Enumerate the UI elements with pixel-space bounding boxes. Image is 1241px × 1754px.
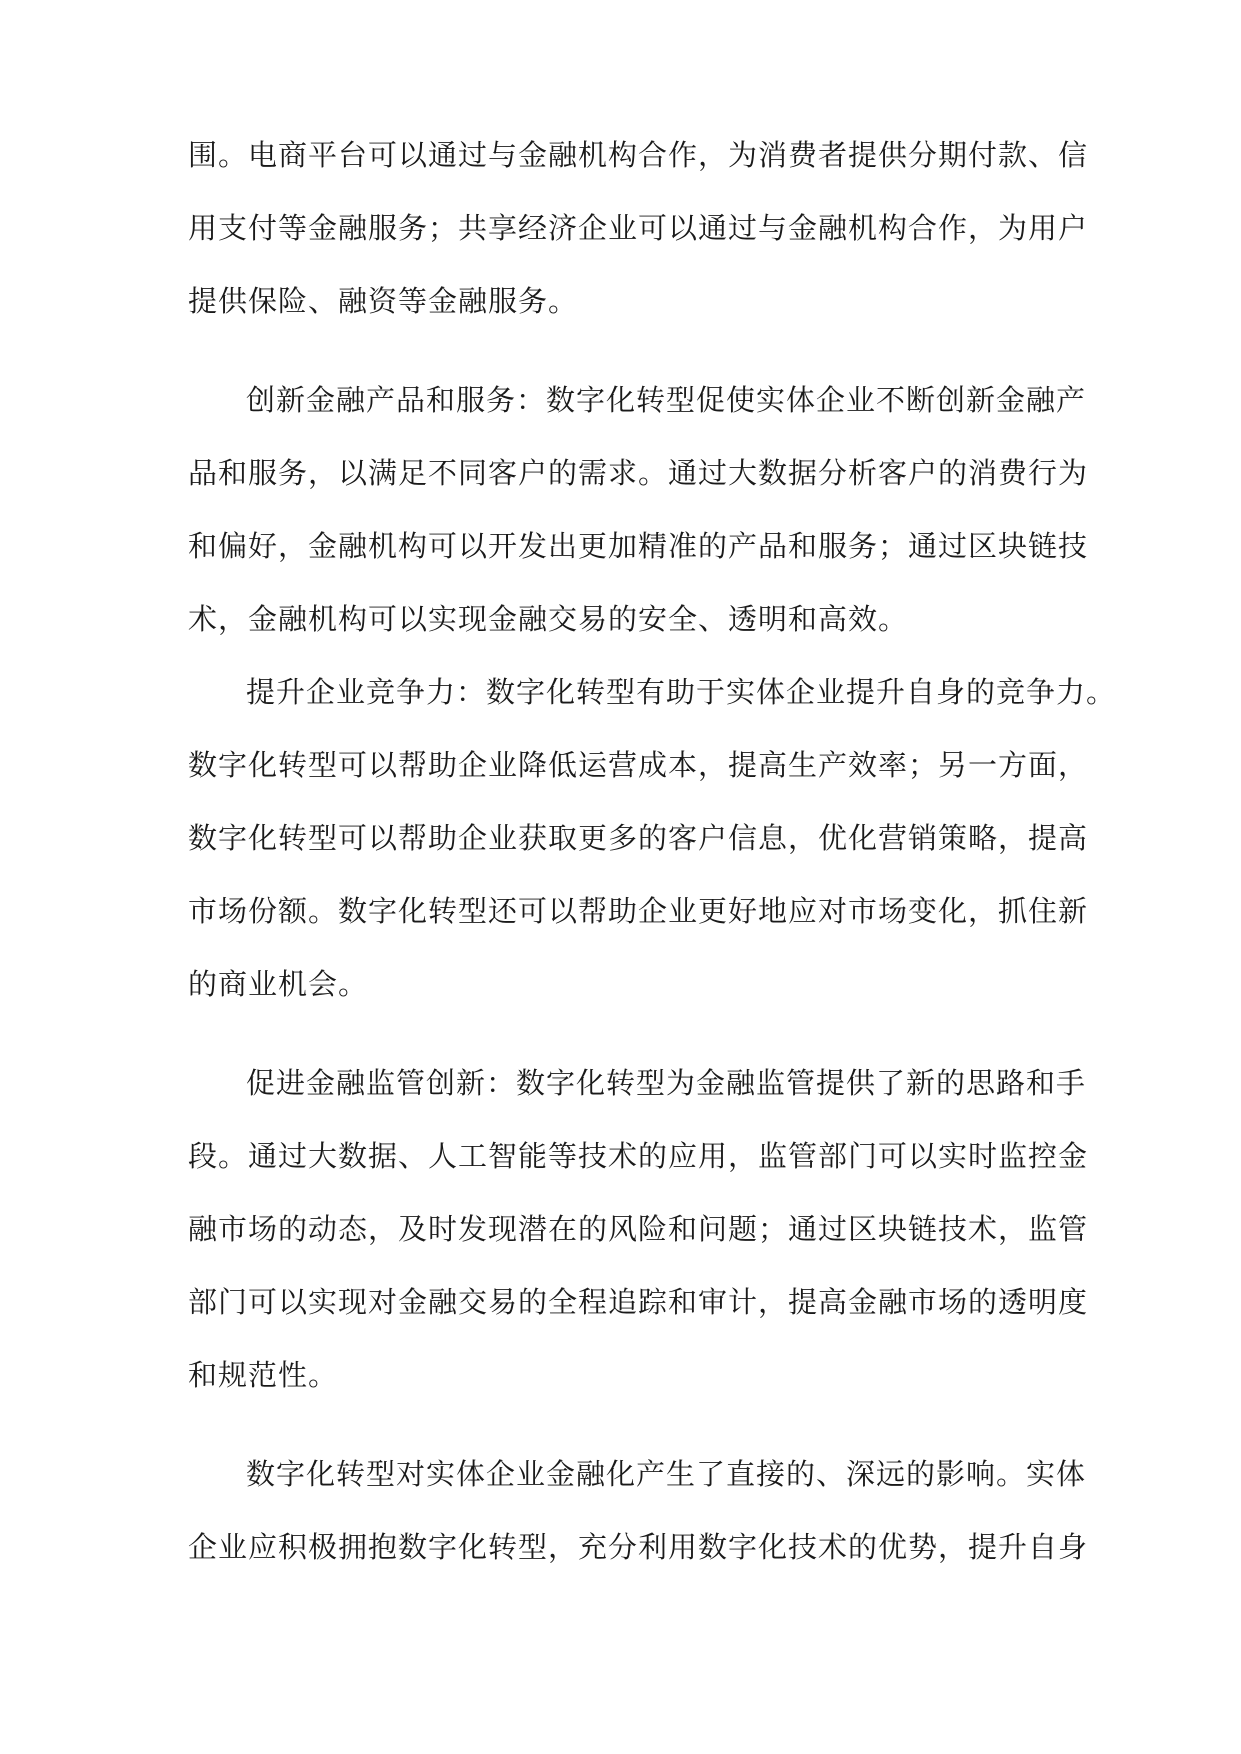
text-line: 段。通过大数据、人工智能等技术的应用，监管部门可以实时监控金 [188, 1139, 1089, 1173]
text-line: 和偏好，金融机构可以开发出更加精准的产品和服务；通过区块链技 [188, 529, 1089, 563]
text-line: 和规范性。 [188, 1358, 339, 1392]
text-line: 企业应积极拥抱数字化转型，充分利用数字化技术的优势，提升自身 [188, 1530, 1089, 1564]
text-line: 数字化转型可以帮助企业降低运营成本，提高生产效率；另一方面， [188, 748, 1089, 782]
text-line: 提供保险、融资等金融服务。 [188, 284, 579, 318]
text-line: 品和服务，以满足不同客户的需求。通过大数据分析客户的消费行为 [188, 456, 1089, 490]
paragraph-heading-line: 创新金融产品和服务：数字化转型促使实体企业不断创新金融产 [246, 383, 1087, 417]
text-line: 术，金融机构可以实现金融交易的安全、透明和高效。 [188, 602, 909, 636]
text-line: 市场份额。数字化转型还可以帮助企业更好地应对市场变化，抓住新 [188, 894, 1089, 928]
text-line: 围。电商平台可以通过与金融机构合作，为消费者提供分期付款、信 [188, 138, 1089, 172]
paragraph-heading-line: 提升企业竞争力：数字化转型有助于实体企业提升自身的竞争力。 [246, 675, 1117, 709]
text-line: 融市场的动态，及时发现潜在的风险和问题；通过区块链技术，监管 [188, 1212, 1089, 1246]
paragraph-heading-line: 促进金融监管创新：数字化转型为金融监管提供了新的思路和手 [246, 1066, 1087, 1100]
paragraph-heading-line: 数字化转型对实体企业金融化产生了直接的、深远的影响。实体 [246, 1457, 1087, 1491]
text-line: 部门可以实现对金融交易的全程追踪和审计，提高金融市场的透明度 [188, 1285, 1089, 1319]
text-line: 用支付等金融服务；共享经济企业可以通过与金融机构合作，为用户 [188, 211, 1089, 245]
text-line: 的商业机会。 [188, 967, 369, 1001]
text-line: 数字化转型可以帮助企业获取更多的客户信息，优化营销策略，提高 [188, 821, 1089, 855]
